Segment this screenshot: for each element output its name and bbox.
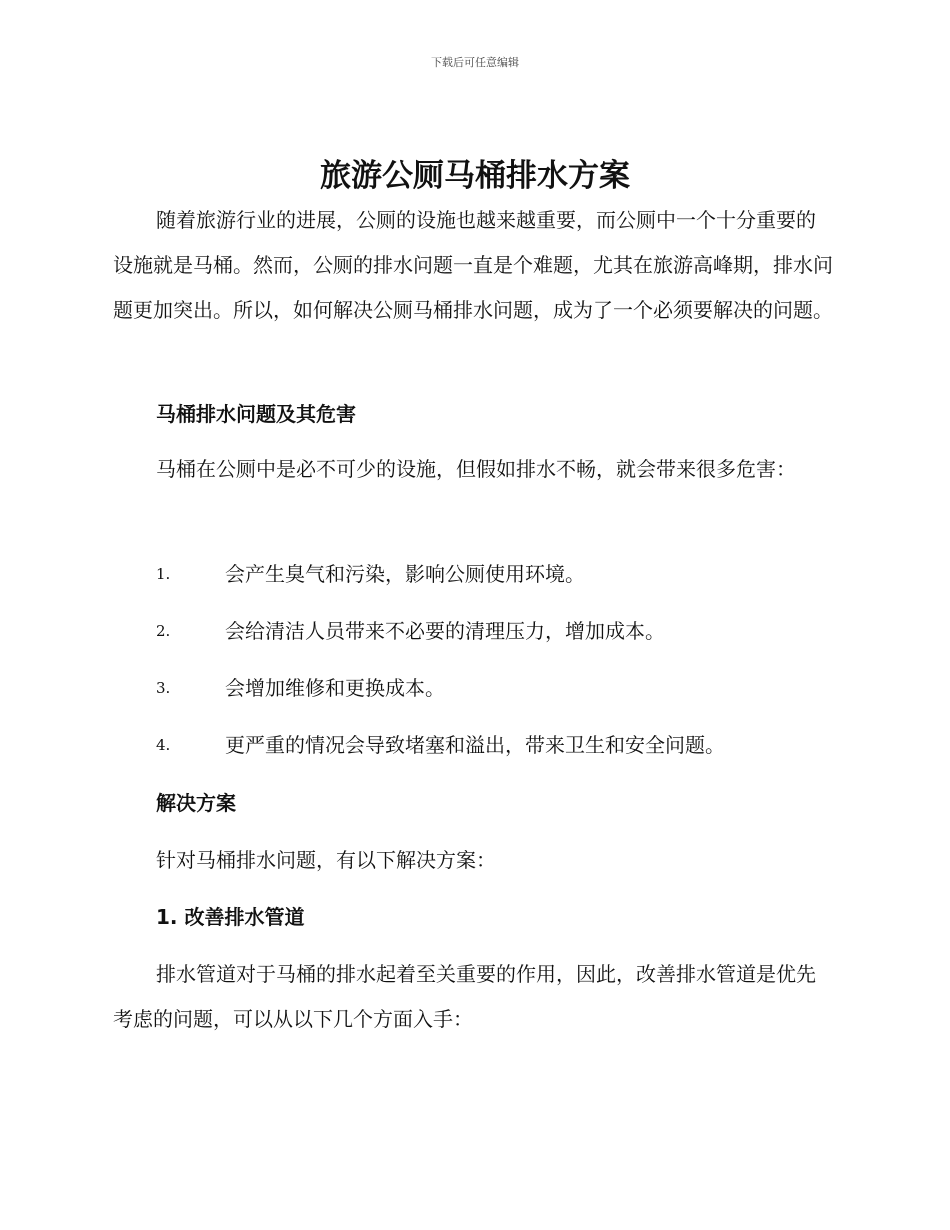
list-item [156, 674, 856, 702]
list-item-text: 会产生臭气和污染，影响公厕使用环境。 [225, 562, 585, 586]
list-item [156, 560, 856, 588]
list-item-number: 4. [156, 736, 171, 754]
list-item-text: 会增加维修和更换成本。 [225, 676, 445, 700]
list-item [156, 731, 856, 759]
section-heading-improve-pipes: 1. 改善排水管道 [156, 905, 305, 929]
solutions-intro-paragraph: 针对马桶排水问题，有以下解决方案： [156, 848, 496, 872]
section-heading-drainage-problems: 马桶排水问题及其危害 [156, 402, 356, 426]
list-item-text: 更严重的情况会导致堵塞和溢出，带来卫生和安全问题。 [225, 733, 725, 757]
drainage-problems-paragraph: 马桶在公厕中是必不可少的设施，但假如排水不畅，就会带来很多危害： [156, 457, 796, 481]
list-item-number: 1. [156, 565, 171, 583]
document-title: 旅游公厕马桶排水方案 [320, 158, 630, 194]
list-item-number: 2. [156, 622, 171, 640]
list-item [156, 617, 856, 645]
intro-paragraph: 随着旅游行业的进展，公厕的设施也越来越重要，而公厕中一个十分重要的设施就是马桶。然而，公厕的排水问题一直是个难题，尤其在旅游高峰期，排水问题更加突出。所以，如何解决公厕马桶排水问题，成为了一个必须要解决的问题。 [113, 208, 833, 322]
list-item-number: 3. [156, 679, 171, 697]
list-item-text: 会给清洁人员带来不必要的清理压力，增加成本。 [225, 619, 665, 643]
improve-pipes-paragraph: 排水管道对于马桶的排水起着至关重要的作用，因此，改善排水管道是优先考虑的问题，可以从以下几个方面入手： [113, 962, 816, 1031]
header-note: 下载后可任意编辑 [431, 56, 519, 69]
section-heading-solutions: 解决方案 [156, 791, 236, 815]
